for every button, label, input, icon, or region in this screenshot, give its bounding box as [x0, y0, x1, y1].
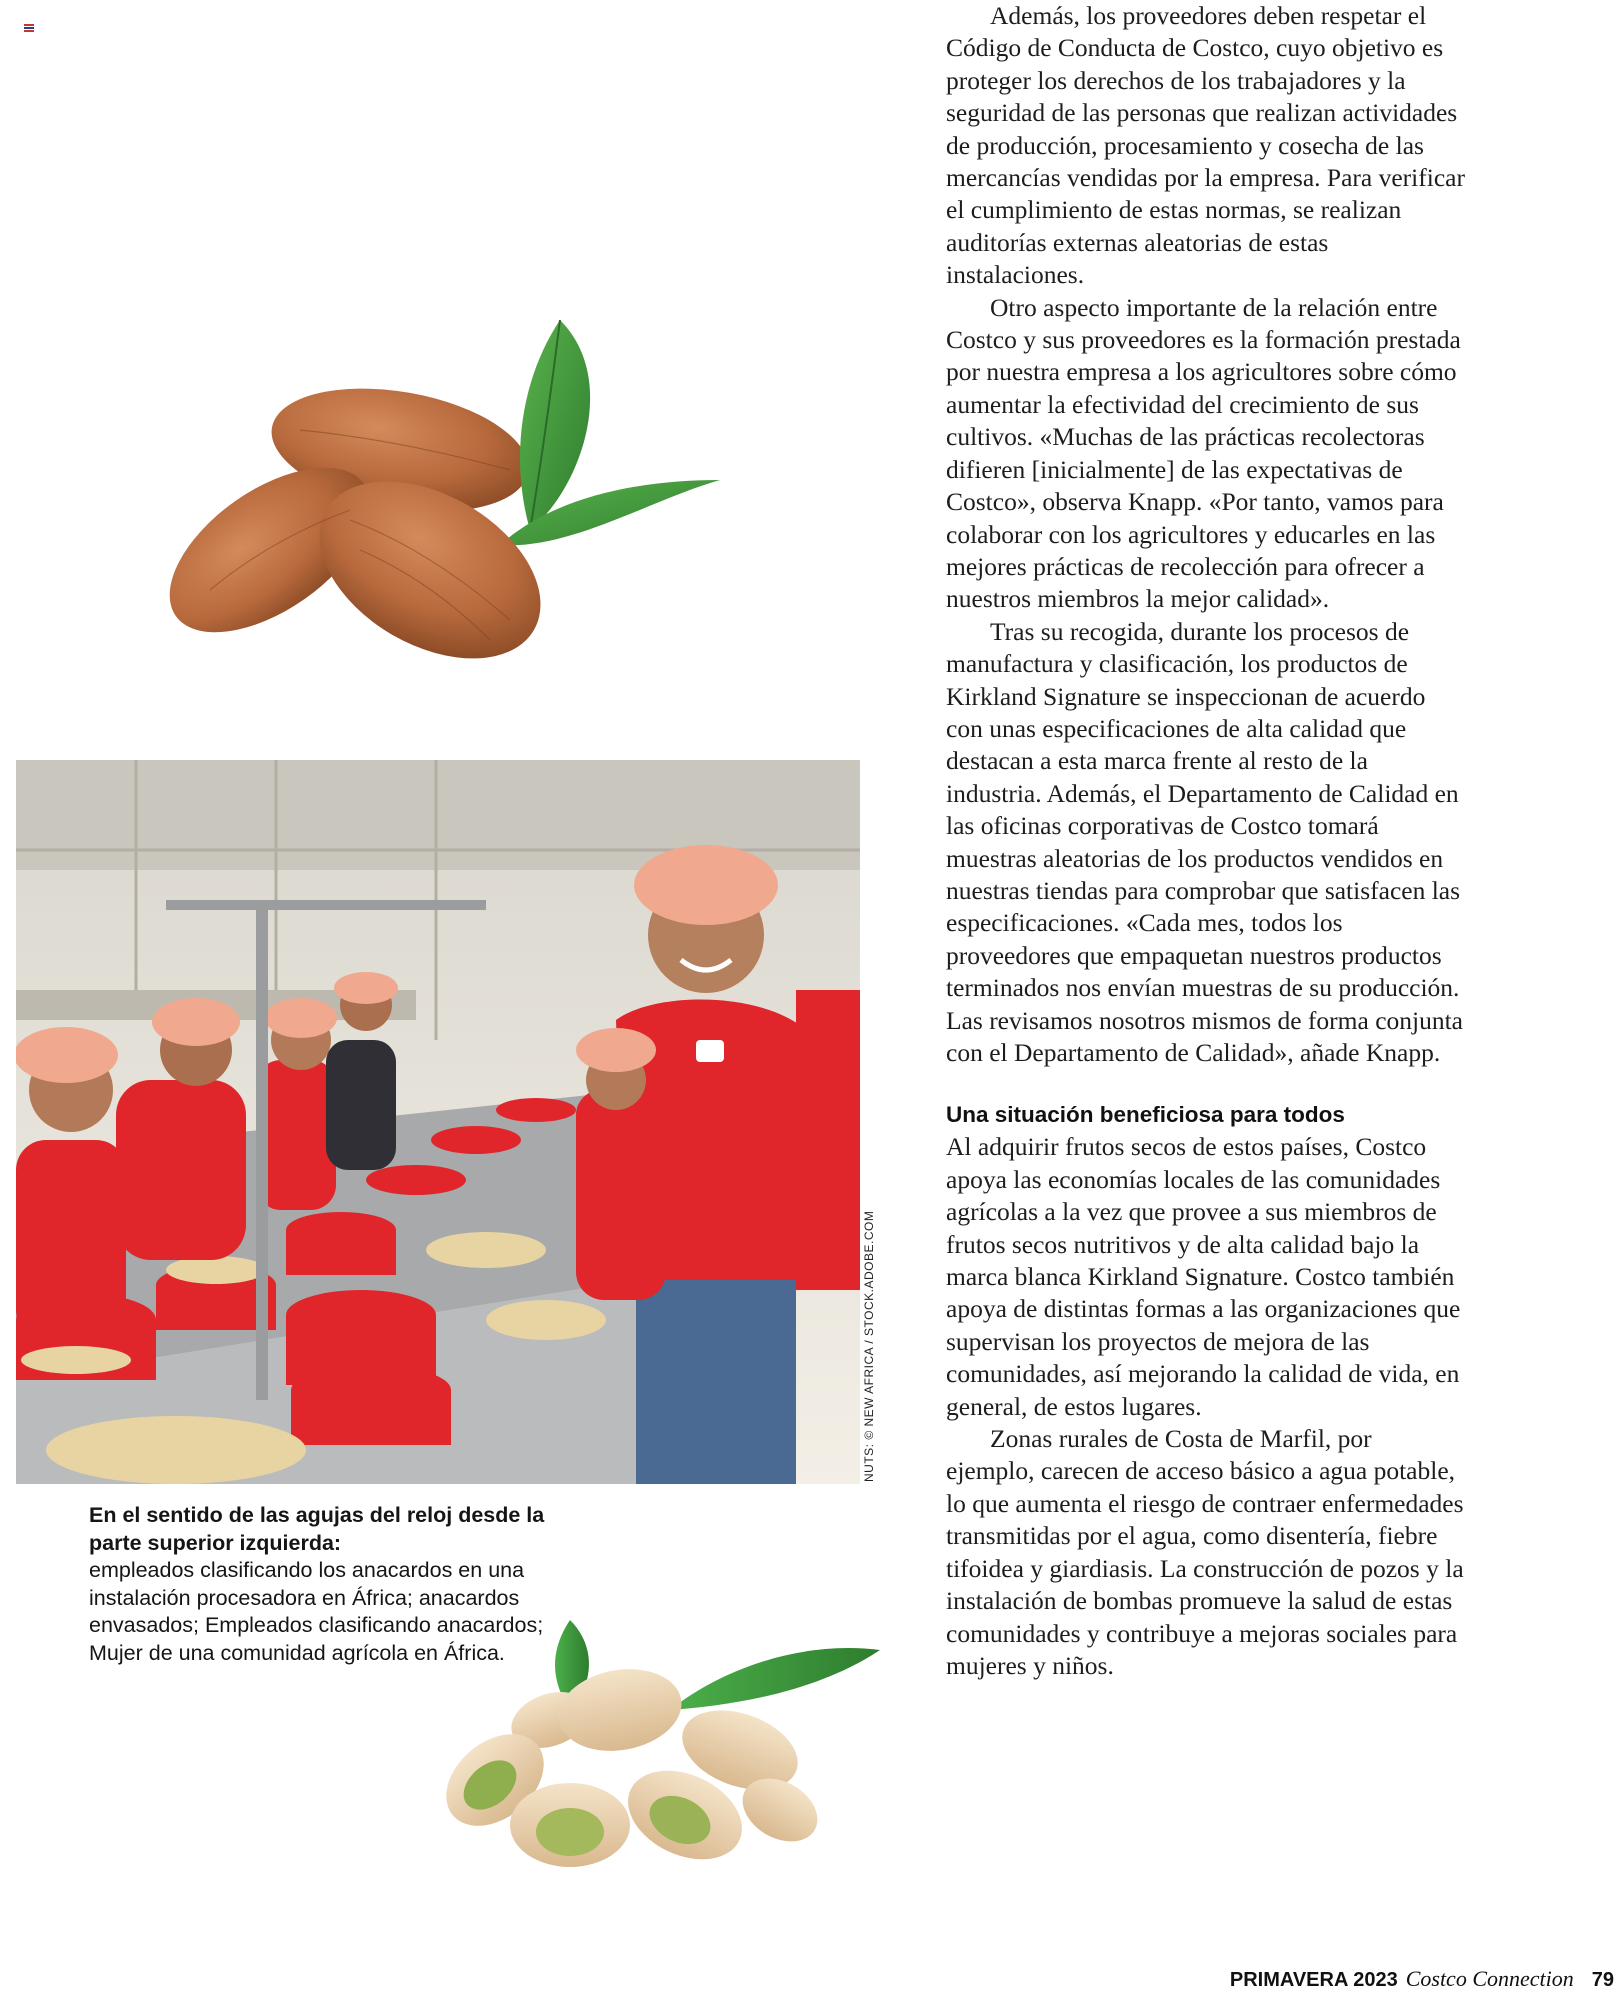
footer-season: PRIMAVERA 2023: [1229, 1969, 1398, 1991]
article-paragraph: Otro aspecto importante de la relación entre Costco y sus proveedores es la formación prestada por nuestra empresa a los agricultores sobre cómo aumentar la efectividad del crecimiento de sus cultivos. «Muchas de las prácticas recolectoras difieren [inicialmente] de las expectativas de Costco», observa Knapp. «Por tanto, vamos para colaborar con los agricultores y educarles en las mejores prácticas de recolección para ofrecer a nuestros miembros la mejor calidad».: [946, 292, 1461, 614]
article-paragraph: Al adquirir frutos secos de estos países, Costco apoya las economías locales de las comunidades agrícolas a la vez que provee a sus miembros de frutos secos nutritivos y de alta calidad bajo la marca blanca Kirkland Signature. Costco también apoya de distintas formas a las organizaciones que supervisan los proyectos de mejora de las comunidades, así mejorando la calidad de vida, en general, de estos lugares.: [946, 1132, 1461, 1421]
workers-photo: [16, 760, 860, 1484]
workers-photo-illustration: [16, 760, 860, 1484]
page-number: 79: [1591, 1969, 1614, 1991]
caption-body: empleados clasificando los anacardos en una instalación procesadora en África; anacardos envasados; Empleados clasificando anacardos; Mujer de una comunidad agrícola en África.: [89, 1558, 544, 1665]
section-heading: Una situación beneficiosa para todos: [946, 1102, 1345, 1128]
photo-credit: NUTS: © NEW AFRICA / STOCK.ADOBE.COM: [862, 1210, 876, 1482]
article-paragraph: Además, los proveedores deben respetar el Código de Conducta de Costco, cuyo objetivo es proteger los derechos de los trabajadores y la seguridad de las personas que realizan actividades de producción, procesamiento y cosecha de las mercancías vendidas por la empresa. Para verificar el cumplimiento de estas normas, se realizan auditorías externas aleatorias de estas instalaciones.: [946, 1, 1465, 290]
caption-title: En el sentido de las agujas del reloj desde la parte superior izquierda:: [89, 1503, 545, 1555]
page-footer: [1230, 1966, 1614, 1994]
article-paragraph: Tras su recogida, durante los procesos de manufactura y clasificación, los productos de Kirkland Signature se inspeccionan de acuerdo con unas especificaciones de alta calidad que destacan a esta marca frente al resto de la industria. Además, el Departamento de Calidad en las oficinas corporativas de Costco tomará muestras aleatorias de los productos vendidos en nuestras tiendas para comprobar que satisfacen las especificaciones. «Cada mes, todos los proveedores que empaquetan nuestros productos terminados nos envían muestras de su producción. Las revisamos nosotros mismos de forma conjunta con el Departamento de Calidad», añade Knapp.: [946, 616, 1463, 1067]
article-column: [946, 0, 1466, 1682]
pistachios-image: [420, 1600, 890, 1900]
article-paragraph: Zonas rurales de Costa de Marfil, por ejemplo, carecen de acceso básico a agua potable, lo que aumenta el riesgo de contraer enfermedades transmitidas por el agua, como disentería, fiebre tifoidea y giardiasis. La construcción de pozos y la instalación de bombas promueve la salud de estas comunidades y contribuye a mejoras sociales para mujeres y niños.: [946, 1424, 1464, 1680]
footer-magazine: Costco Connection: [1405, 1966, 1574, 1991]
menu-icon[interactable]: [24, 24, 34, 32]
almonds-image: [150, 300, 730, 690]
